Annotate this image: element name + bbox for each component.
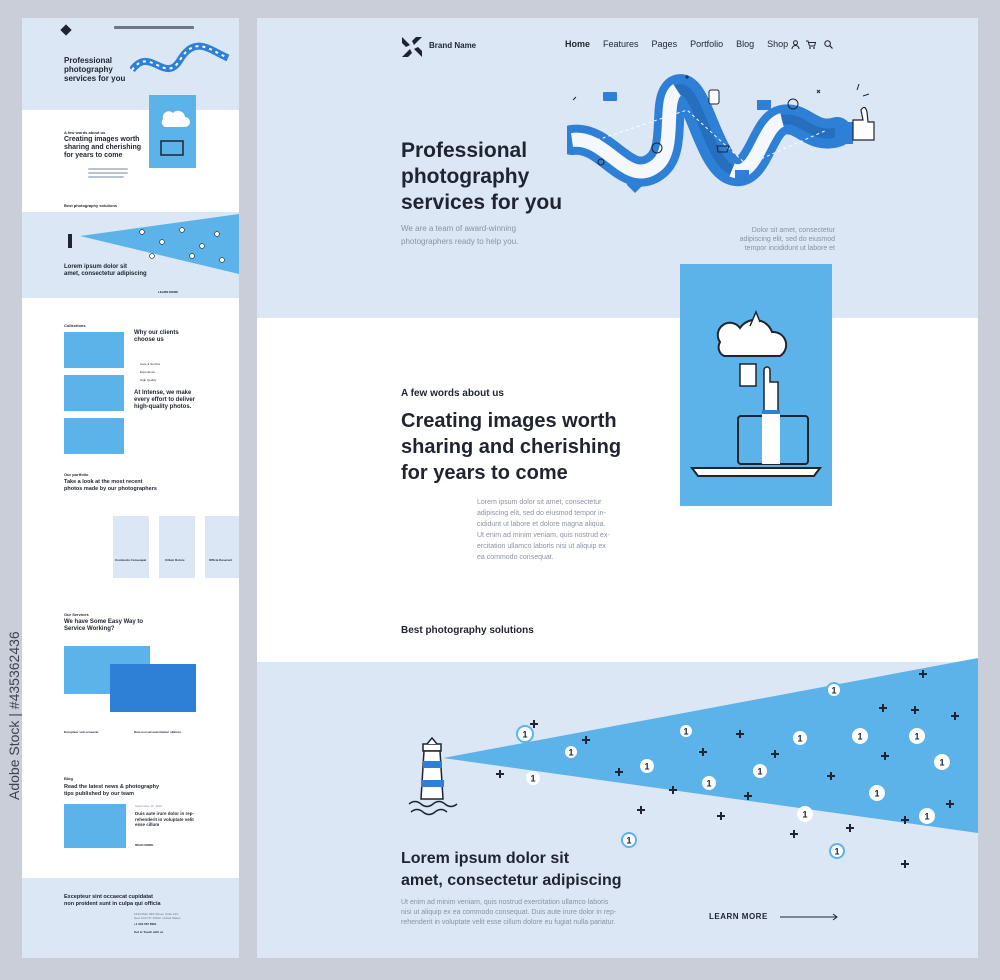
svg-text:1: 1 [939, 757, 945, 768]
learn-more-link[interactable] [709, 912, 840, 921]
nav-home[interactable]: Home [565, 39, 591, 49]
learn-more-label: LEARN MORE [709, 912, 768, 921]
mini-services-eyebrow: Our Services [64, 612, 89, 617]
mini-footer-phone[interactable]: +1 234 567 8901 [134, 922, 157, 926]
mini-about-eyebrow: A few words about us [64, 130, 106, 135]
mini-solutions-eyebrow: Best photography solutions [64, 203, 118, 208]
mini-nav [114, 26, 194, 29]
mini-read-more[interactable]: READ MORE [135, 843, 154, 847]
about-cloud-image [680, 264, 832, 506]
brand-name[interactable]: Brand Name [429, 41, 477, 50]
svg-text:1: 1 [874, 788, 880, 799]
mini-blog-date: September 16, 2022 [135, 804, 163, 808]
svg-text:1: 1 [797, 733, 803, 744]
mini-footer-touch[interactable]: Get in Touch with us [134, 930, 164, 934]
svg-text:1: 1 [757, 766, 763, 777]
stock-watermark-id: Adobe Stock | #435362436 [6, 631, 22, 800]
mini-blog-post-title[interactable]: Duis aute irure dolor in rep- rehenderit in voluptate velit esse cillum [135, 811, 195, 827]
search-icon[interactable] [824, 40, 833, 49]
svg-text:1: 1 [831, 685, 837, 696]
svg-text:1: 1 [644, 761, 650, 772]
mini-solutions-title: Lorem ipsum dolor sit amet, consectetur adipiscing [64, 264, 147, 277]
svg-text:1: 1 [683, 726, 689, 737]
hero-title: Professional photography services for you [401, 139, 563, 214]
mini-collection-image-3 [64, 418, 124, 454]
svg-text:1: 1 [626, 835, 632, 846]
mini-services-title: We have Some Easy Way to Service Working? [64, 619, 144, 632]
main-preview-panel [257, 18, 978, 958]
lighthouse-beam-illustration [397, 648, 978, 868]
mini-about-title: Creating images worth sharing and cherishing for years to come [64, 136, 142, 159]
hero-subtitle: We are a team of award-winning photographers ready to help you. [401, 224, 519, 246]
svg-text:1: 1 [924, 811, 930, 822]
mini-logo-icon [60, 24, 71, 35]
svg-text:1: 1 [706, 778, 712, 789]
user-icon[interactable] [791, 40, 800, 49]
svg-text:1: 1 [802, 809, 808, 820]
nav-pages[interactable]: Pages [651, 39, 678, 49]
nav-shop[interactable]: Shop [767, 39, 789, 49]
mini-blog-image [64, 804, 126, 848]
hero-side-text: Dolor sit amet, consectetur adipiscing elit, sed do eiusmod tempor incididunt ut labore et [739, 227, 835, 252]
cart-icon[interactable] [806, 40, 816, 49]
svg-text:1: 1 [530, 773, 536, 784]
svg-text:1: 1 [914, 731, 920, 742]
mini-beam-section [22, 212, 239, 298]
mini-footer [22, 878, 239, 958]
mini-footer-address: 1234 Main 45th Street, Suite 123, New York NY 10012, United States [134, 912, 181, 920]
about-title: Creating images worth sharing and cherishing for years to come [401, 410, 622, 484]
mini-hero [22, 18, 239, 110]
mini-services-col-1: Excepteur sint occaecat [64, 730, 99, 734]
solutions-eyebrow: Best photography solutions [401, 625, 534, 636]
mini-effort-title: At Intense, we make every effort to deliver high-quality photos. [134, 390, 196, 410]
mini-portfolio-title: Take a look at the most recent photos made by our photographers [64, 479, 157, 492]
mini-blog-title: Read the latest news & photography tips published by our team [64, 784, 160, 797]
mini-learn-more[interactable]: LEARN MORE [158, 290, 179, 294]
mini-footer-title: Excepteur sint occaecat cupidatat non proident sunt in culpa qui officia [64, 894, 161, 907]
mini-why-list: Care & Service Experience High Quality [140, 362, 161, 382]
main-nav [565, 39, 788, 49]
mini-collection-image-2 [64, 375, 124, 411]
mini-hero-illustration [130, 40, 230, 90]
brand-logo-icon[interactable] [401, 36, 423, 58]
mini-services-col-2: Duis nosrud exercitation ullamco [134, 730, 182, 734]
mini-blog-eyebrow: Blog [64, 776, 73, 781]
about-eyebrow: A few words about us [401, 388, 504, 399]
mini-collection-image-1 [64, 332, 124, 368]
mini-preview-panel [22, 18, 239, 958]
svg-text:1: 1 [857, 731, 863, 742]
mini-portfolio-eyebrow: Our portfolio [64, 472, 89, 477]
solutions-body: Ut enim ad minim veniam, quis nostrud exercitation ullamco laboris nisi ut aliquip ex ea commodo consequat. Duis aute irure dolor in rep- rehenderit in voluptate velit esse cillum dolore eu fugiat nulla pariatur. [401, 899, 617, 926]
mini-services-image-front [110, 664, 196, 712]
mini-portfolio-card-2[interactable]: Cillum Dolore [159, 516, 195, 578]
about-body: Lorem ipsum dolor sit amet, consectetur adipiscing elit, sed do eiusmod tempor in- cididunt ut labore et dolore magna aliqua. Ut enim ad minim veniam, quis nostrud ex- ercitation ullamco laboris nisi ut aliquip ex ea commodo consequat. [477, 499, 610, 561]
mini-hero-title: Professional photography services for you [64, 56, 126, 83]
hero-ribbon-illustration [567, 70, 877, 220]
nav-portfolio[interactable]: Portfolio [690, 39, 724, 49]
mini-collections-eyebrow: Collections [64, 323, 86, 328]
svg-text:1: 1 [522, 729, 528, 740]
nav-features[interactable]: Features [603, 39, 639, 49]
nav-blog[interactable]: Blog [736, 39, 755, 49]
arrow-right-icon [780, 913, 840, 921]
svg-text:1: 1 [834, 846, 840, 857]
solutions-title: Lorem ipsum dolor sit amet, consectetur adipiscing [401, 850, 622, 889]
mini-portfolio-card-1[interactable]: Commodo Consequat [113, 516, 149, 578]
svg-text:1: 1 [568, 747, 574, 758]
mini-cloud-card [149, 95, 196, 168]
mini-portfolio-card-3[interactable]: Officia Deserunt [205, 516, 239, 578]
mini-why-title: Why our clients choose us [134, 330, 179, 343]
